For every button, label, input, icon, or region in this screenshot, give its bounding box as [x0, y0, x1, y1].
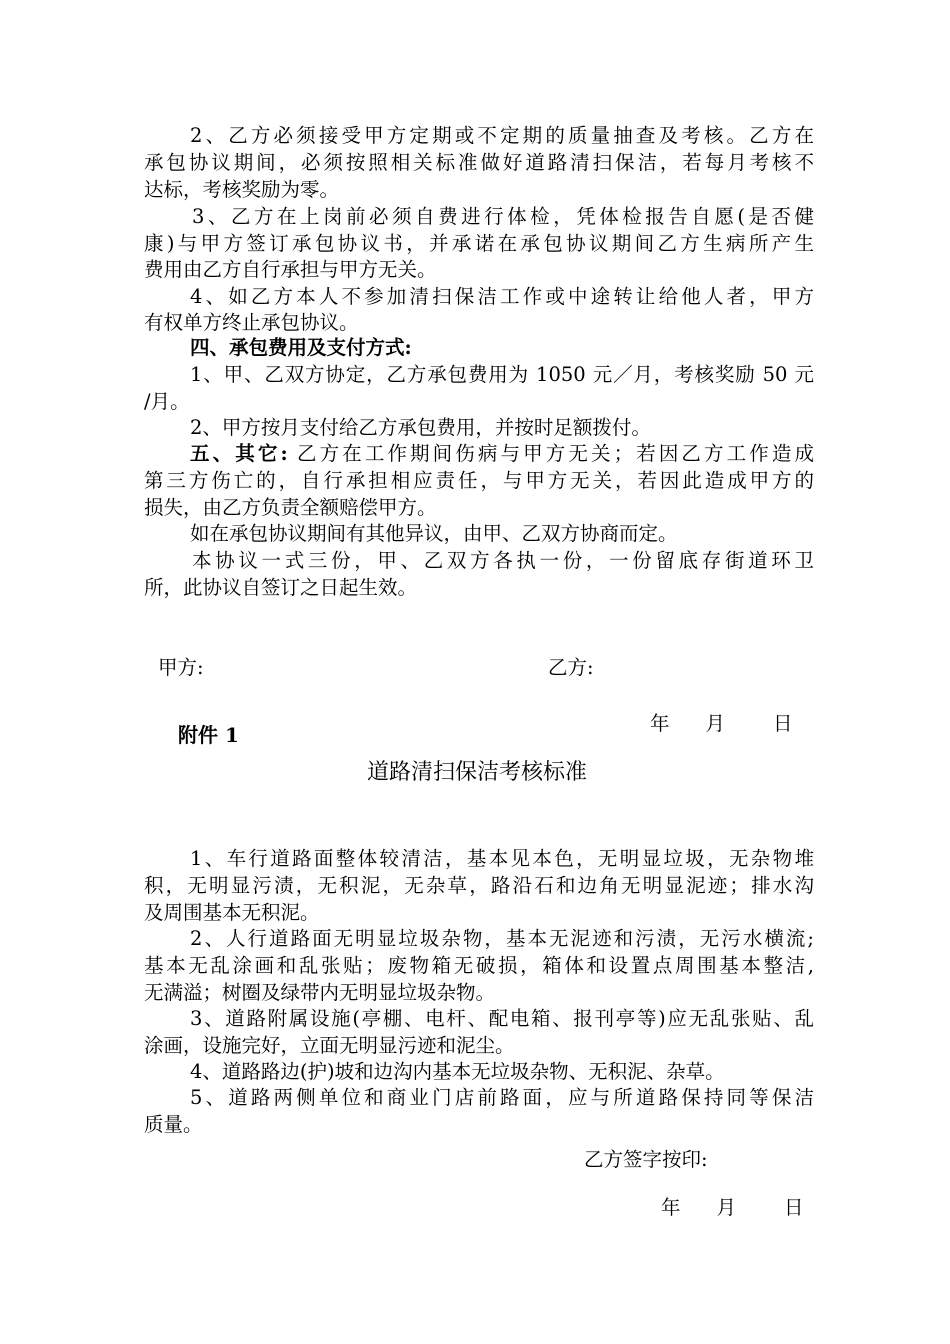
party-b-signature-label: 乙方:: [548, 656, 594, 679]
section-4-title: 四、承包费用及支付方式:: [190, 336, 412, 359]
party-a-signature-label: 甲方:: [158, 656, 204, 679]
clause-3-line-3: 费用由乙方自行承担与甲方无关。: [144, 258, 437, 281]
party-b-sign-stamp-label: 乙方签字按印:: [584, 1148, 708, 1171]
clause-2-line-2: 承包协议期间，必须按照相关标准做好道路清扫保洁，若每月考核不: [144, 151, 814, 174]
standard-3-line-1: 3、道路附属设施(亭棚、电杆、配电箱、报刊亭等)应无乱张贴、乱: [190, 1007, 814, 1030]
standard-2-line-1: 2、人行道路面无明显垃圾杂物，基本无泥迹和污渍，无污水横流;: [190, 927, 814, 950]
attachment-date-month: 月: [716, 1196, 737, 1219]
clause-2-line-3: 达标，考核奖励为零。: [144, 178, 340, 201]
section-5-line-1: [144, 440, 814, 467]
attachment-title: 道路清扫保洁考核标准: [367, 760, 588, 785]
standard-5-line-1: 5、道路两侧单位和商业门店前路面，应与所道路保持同等保洁: [190, 1086, 814, 1109]
date-month: 月: [705, 712, 726, 735]
fee-clause-1-line-1: 1、甲、乙双方协定，乙方承包费用为 1050 元／月，考核奖励 50 元: [190, 363, 814, 386]
date-day: 日: [773, 712, 793, 735]
section-5-text: 乙方在工作期间伤病与甲方无关；若因乙方工作造成: [287, 442, 814, 465]
attachment-date-year: 年: [661, 1196, 681, 1219]
standard-5-line-2: 质量。: [144, 1113, 203, 1136]
fee-clause-1-line-2: /月。: [144, 390, 190, 413]
copies-clause-line-1: 本协议一式三份，甲、乙双方各执一份，一份留底存街道环卫: [192, 549, 814, 572]
standard-4: 4、道路路边(护)坡和边沟内基本无垃圾杂物、无积泥、杂草。: [190, 1060, 725, 1083]
dispute-clause: 如在承包协议期间有其他异议，由甲、乙双方协商而定。: [190, 522, 678, 545]
date-year: 年: [650, 712, 670, 735]
standard-2-line-2: 基本无乱涂画和乱张贴；废物箱无破损，箱体和设置点周围基本整洁,: [144, 954, 814, 977]
fee-clause-2: 2、甲方按月支付给乙方承包费用，并按时足额拨付。: [190, 416, 651, 439]
clause-3-line-2: 康)与甲方签订承包协议书，并承诺在承包协议期间乙方生病所产生: [144, 232, 814, 255]
copies-clause-line-2: 所，此协议自签订之日起生效。: [144, 576, 418, 599]
standard-1-line-3: 及周围基本无积泥。: [144, 901, 320, 924]
section-5-line-3: 损失，由乙方负责全额赔偿甲方。: [144, 496, 437, 519]
clause-4-line-1: 4、如乙方本人不参加清扫保洁工作或中途转让给他人者，甲方: [190, 285, 814, 308]
attachment-label: 附件 1: [178, 723, 239, 747]
standard-1-line-1: 1、车行道路面整体较清洁，基本见本色，无明显垃圾，无杂物堆: [190, 847, 814, 870]
standard-3-line-2: 涂画，设施完好，立面无明显污迹和泥尘。: [144, 1034, 515, 1057]
section-5-line-2: 第三方伤亡的，自行承担相应责任，与甲方无关，若因此造成甲方的: [144, 469, 814, 492]
signature-date: [650, 710, 793, 737]
section-5-title: 五、其它:: [190, 442, 288, 465]
attachment-date: [661, 1194, 804, 1221]
clause-4-line-2: 有权单方终止承包协议。: [144, 311, 359, 334]
attachment-date-day: 日: [784, 1196, 804, 1219]
standard-2-line-3: 无满溢；树圈及绿带内无明显垃圾杂物。: [144, 981, 496, 1004]
clause-2-line-1: 2、乙方必须接受甲方定期或不定期的质量抽查及考核。乙方在: [190, 124, 814, 147]
standard-1-line-2: 积，无明显污渍，无积泥，无杂草，路沿石和边角无明显泥迹；排水沟: [144, 874, 814, 897]
clause-3-line-1: 3、乙方在上岗前必须自费进行体检，凭体检报告自愿(是否健: [192, 205, 814, 228]
